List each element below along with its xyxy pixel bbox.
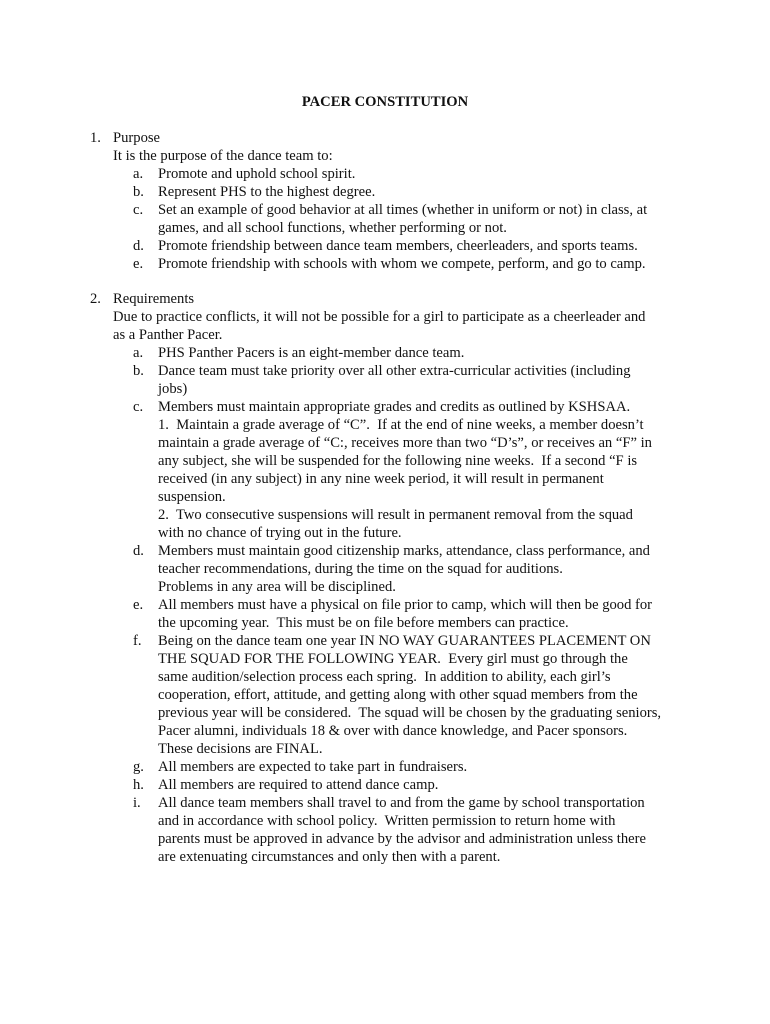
list-item-e bbox=[90, 596, 690, 632]
list-item-h bbox=[90, 776, 690, 794]
item-line: Promote friendship between dance team members, cheerleaders, and sports teams. bbox=[158, 238, 638, 254]
item-line: THE SQUAD FOR THE FOLLOWING YEAR. Every girl must go through the bbox=[158, 651, 628, 667]
intro-line: Due to practice conflicts, it will not be possible for a girl to participate as a cheerleader and bbox=[113, 309, 646, 325]
item-line: Problems in any area will be disciplined. bbox=[158, 579, 396, 595]
list-item-b bbox=[90, 183, 690, 201]
item-marker: e. bbox=[133, 256, 144, 272]
item-marker: g. bbox=[133, 759, 144, 775]
item-line: PHS Panther Pacers is an eight-member dance team. bbox=[158, 345, 465, 361]
item-line: the upcoming year. This must be on file before members can practice. bbox=[158, 615, 569, 631]
item-marker: d. bbox=[133, 238, 144, 254]
item-marker: a. bbox=[133, 345, 144, 361]
item-line: All members must have a physical on file prior to camp, which will then be good for bbox=[158, 597, 653, 613]
intro-line: It is the purpose of the dance team to: bbox=[113, 148, 333, 164]
item-marker: c. bbox=[133, 399, 144, 415]
item-line: received (in any subject) in any nine week period, it will result in permanent bbox=[158, 471, 604, 487]
item-line: Members must maintain good citizenship marks, attendance, class performance, and bbox=[158, 543, 650, 559]
item-marker: h. bbox=[133, 777, 144, 793]
section-heading bbox=[90, 129, 690, 147]
list-item-d bbox=[90, 542, 690, 596]
list-item-g bbox=[90, 758, 690, 776]
item-line: All members are expected to take part in fundraisers. bbox=[158, 759, 468, 775]
item-line: suspension. bbox=[158, 489, 226, 505]
list-item-c bbox=[90, 398, 690, 542]
item-line: 2. Two consecutive suspensions will result in permanent removal from the squad bbox=[158, 507, 633, 523]
item-line: parents must be approved in advance by the advisor and administration unless there bbox=[158, 831, 646, 847]
list-item-a bbox=[90, 165, 690, 183]
item-line: with no chance of trying out in the future. bbox=[158, 525, 402, 541]
item-marker: b. bbox=[133, 184, 144, 200]
item-line: Dance team must take priority over all other extra-curricular activities (including bbox=[158, 363, 631, 379]
list-item-d bbox=[90, 237, 690, 255]
item-line: any subject, she will be suspended for the following nine weeks. If a second “F is bbox=[158, 453, 638, 469]
item-line: Promote and uphold school spirit. bbox=[158, 166, 356, 182]
item-line: All dance team members shall travel to and from the game by school transportation bbox=[158, 795, 645, 811]
item-line: and in accordance with school policy. Written permission to return home with bbox=[158, 813, 616, 829]
intro-line: as a Panther Pacer. bbox=[113, 327, 223, 343]
section-heading bbox=[90, 290, 690, 308]
section-number: 1. bbox=[90, 130, 101, 146]
item-line: Set an example of good behavior at all times (whether in uniform or not) in class, at bbox=[158, 202, 648, 218]
item-line: previous year will be considered. The squad will be chosen by the graduating seniors, bbox=[158, 705, 662, 721]
section-intro bbox=[90, 308, 690, 344]
item-line: These decisions are FINAL. bbox=[158, 741, 323, 757]
item-marker: b. bbox=[133, 363, 144, 379]
item-marker: i. bbox=[133, 795, 141, 811]
item-line: Pacer alumni, individuals 18 & over with dance knowledge, and Pacer sponsors. bbox=[158, 723, 628, 739]
item-line: Represent PHS to the highest degree. bbox=[158, 184, 376, 200]
item-line: Members must maintain appropriate grades and credits as outlined by KSHSAA. bbox=[158, 399, 631, 415]
list-item-f bbox=[90, 632, 690, 758]
item-marker: a. bbox=[133, 166, 144, 182]
item-line: maintain a grade average of “C:, receives more than two “D’s”, or receives an “F” in bbox=[158, 435, 652, 451]
item-line: All members are required to attend dance camp. bbox=[158, 777, 439, 793]
section-title: Purpose bbox=[113, 130, 161, 146]
list-item-i bbox=[90, 794, 690, 866]
item-marker: e. bbox=[133, 597, 144, 613]
item-line: teacher recommendations, during the time on the squad for auditions. bbox=[158, 561, 563, 577]
list-item-b bbox=[90, 362, 690, 398]
item-marker: f. bbox=[133, 633, 142, 649]
item-line: are extenuating circumstances and only then with a parent. bbox=[158, 849, 501, 865]
item-line: jobs) bbox=[158, 381, 188, 397]
list-item-e bbox=[90, 255, 690, 273]
item-marker: d. bbox=[133, 543, 144, 559]
list-item-a bbox=[90, 344, 690, 362]
page-title: PACER CONSTITUTION bbox=[301, 94, 469, 110]
section-number: 2. bbox=[90, 291, 101, 307]
item-line: 1. Maintain a grade average of “C”. If at the end of nine weeks, a member doesn’t bbox=[158, 417, 644, 433]
section-intro bbox=[90, 147, 690, 165]
item-line: same audition/selection process each spring. In addition to ability, each girl’s bbox=[158, 669, 611, 685]
list-item-c bbox=[90, 201, 690, 237]
section-purpose bbox=[90, 129, 690, 273]
section-requirements bbox=[90, 290, 690, 866]
item-line: games, and all school functions, whether performing or not. bbox=[158, 220, 507, 236]
item-line: Being on the dance team one year IN NO WAY GUARANTEES PLACEMENT ON bbox=[158, 633, 651, 649]
section-title: Requirements bbox=[113, 291, 195, 307]
item-line: Promote friendship with schools with whom we compete, perform, and go to camp. bbox=[158, 256, 646, 272]
item-marker: c. bbox=[133, 202, 144, 218]
item-line: cooperation, effort, attitude, and getting along with other squad members from the bbox=[158, 687, 638, 703]
